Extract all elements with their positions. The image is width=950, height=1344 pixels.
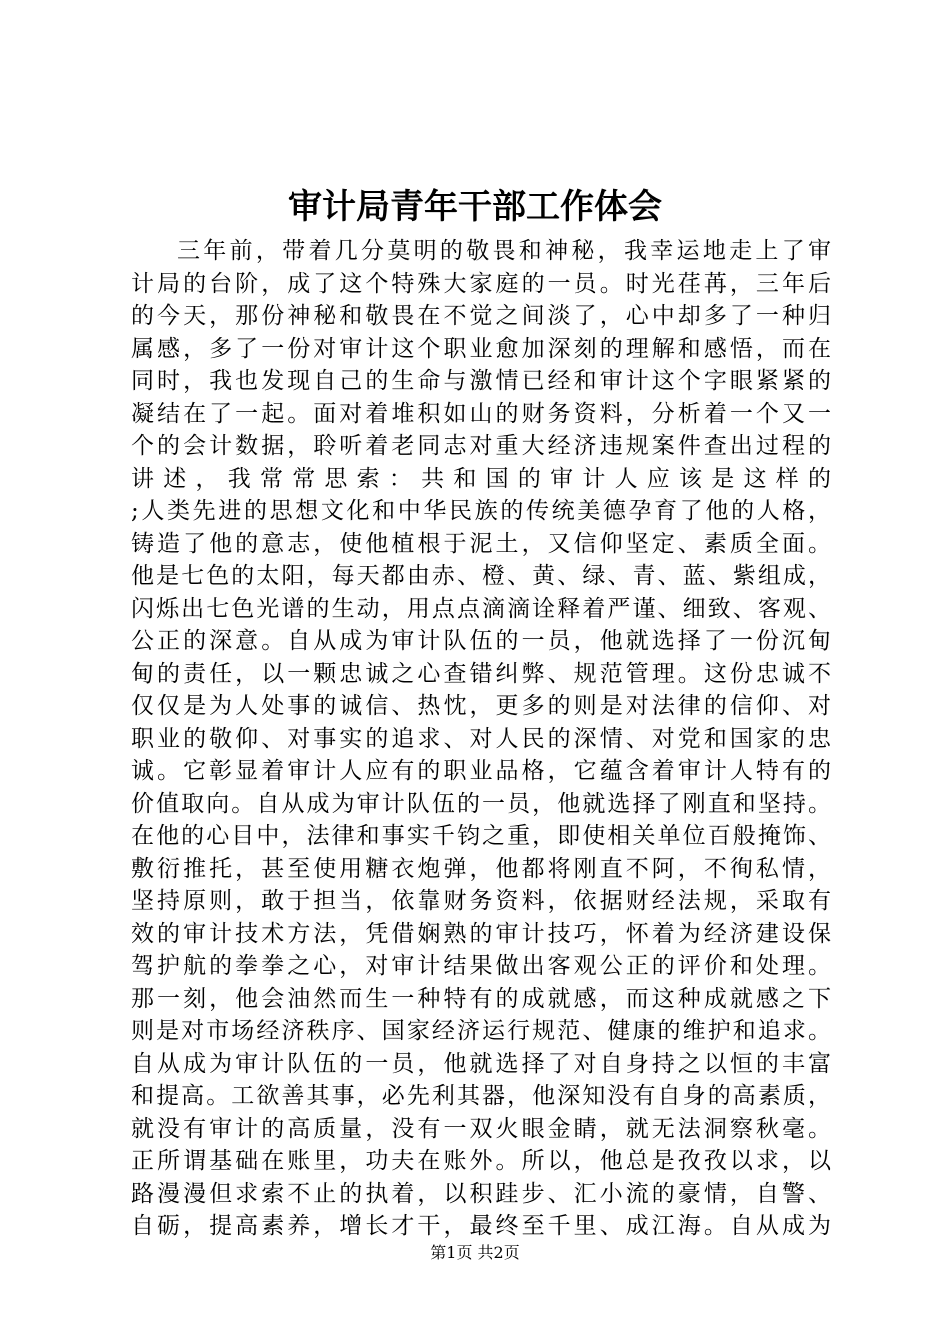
text-line: 在他的心目中，法律和事实千钧之重，即使相关单位百般掩饰、	[131, 823, 831, 849]
text-line: 计局的台阶，成了这个特殊大家庭的一员。时光荏苒，三年后	[131, 270, 831, 297]
text-line: 他是七色的太阳，每天都由赤、橙、黄、绿、青、蓝、紫组成，	[131, 563, 831, 589]
text-line: 路漫漫但求索不止的执着，以积跬步、汇小流的豪情，自警、	[131, 1180, 831, 1207]
text-line: 讲述，我常常思索：共和国的审计人应该是这样的	[131, 465, 831, 492]
text-line: 个的会计数据，聆听着老同志对重大经济违规案件查出过程的	[131, 433, 831, 459]
text-line: 甸的责任，以一颗忠诚之心查错纠弊、规范管理。这份忠诚不	[131, 660, 831, 687]
text-line: 驾护航的拳拳之心，对审计结果做出客观公正的评价和处理。	[131, 953, 831, 979]
text-line: 三年前，带着几分莫明的敬畏和神秘，我幸运地走上了审	[177, 238, 831, 264]
text-line: 属感，多了一份对审计这个职业愈加深刻的理解和感悟，而在	[131, 335, 831, 362]
document-title: 审计局青年干部工作体会	[288, 187, 662, 227]
body-text	[131, 235, 831, 1243]
text-line: 自砺，提高素养，增长才干，最终至千里、成江海。自从成为	[131, 1213, 831, 1239]
text-line: ;人类先进的思想文化和中华民族的传统美德孕育了他的人格，	[131, 498, 831, 524]
text-line: 坚持原则，敢于担当，依靠财务资料，依据财经法规，采取有	[131, 888, 831, 914]
text-line: 同时，我也发现自己的生命与激情已经和审计这个字眼紧紧的	[131, 368, 831, 394]
text-line: 就没有审计的高质量，没有一双火眼金睛，就无法洞察秋毫。	[131, 1115, 831, 1142]
text-line: 的今天，那份神秘和敬畏在不觉之间淡了，心中却多了一种归	[131, 303, 831, 329]
text-line: 效的审计技术方法，凭借娴熟的审计技巧，怀着为经济建设保	[131, 920, 831, 947]
text-line: 价值取向。自从成为审计队伍的一员，他就选择了刚直和坚持。	[131, 790, 831, 817]
text-line: 诚。它彰显着审计人应有的职业品格，它蕴含着审计人特有的	[131, 758, 831, 784]
text-line: 职业的敬仰、对事实的追求、对人民的深情、对党和国家的忠	[131, 725, 831, 752]
text-line: 则是对市场经济秩序、国家经济运行规范、健康的维护和追求。	[131, 1018, 831, 1044]
text-line: 自从成为审计队伍的一员，他就选择了对自身持之以恒的丰富	[131, 1050, 831, 1077]
text-line: 那一刻，他会油然而生一种特有的成就感，而这种成就感之下	[131, 985, 831, 1012]
text-line: 和提高。工欲善其事，必先利其器，他深知没有自身的高素质，	[131, 1083, 831, 1109]
text-line: 铸造了他的意志，使他植根于泥土，又信仰坚定、素质全面。	[131, 530, 831, 557]
text-line: 闪烁出七色光谱的生动，用点点滴滴诠释着严谨、细致、客观、	[131, 595, 831, 622]
text-line: 正所谓基础在账里，功夫在账外。所以，他总是孜孜以求，以	[131, 1148, 831, 1174]
page-footer: 第1页 共2页	[430, 1243, 520, 1262]
text-line: 仅仅是为人处事的诚信、热忱，更多的则是对法律的信仰、对	[131, 693, 831, 719]
text-line: 公正的深意。自从成为审计队伍的一员，他就选择了一份沉甸	[131, 628, 831, 654]
text-line: 凝结在了一起。面对着堆积如山的财务资料，分析着一个又一	[131, 400, 831, 427]
text-line: 敷衍推托，甚至使用糖衣炮弹，他都将刚直不阿，不徇私情，	[131, 855, 831, 882]
